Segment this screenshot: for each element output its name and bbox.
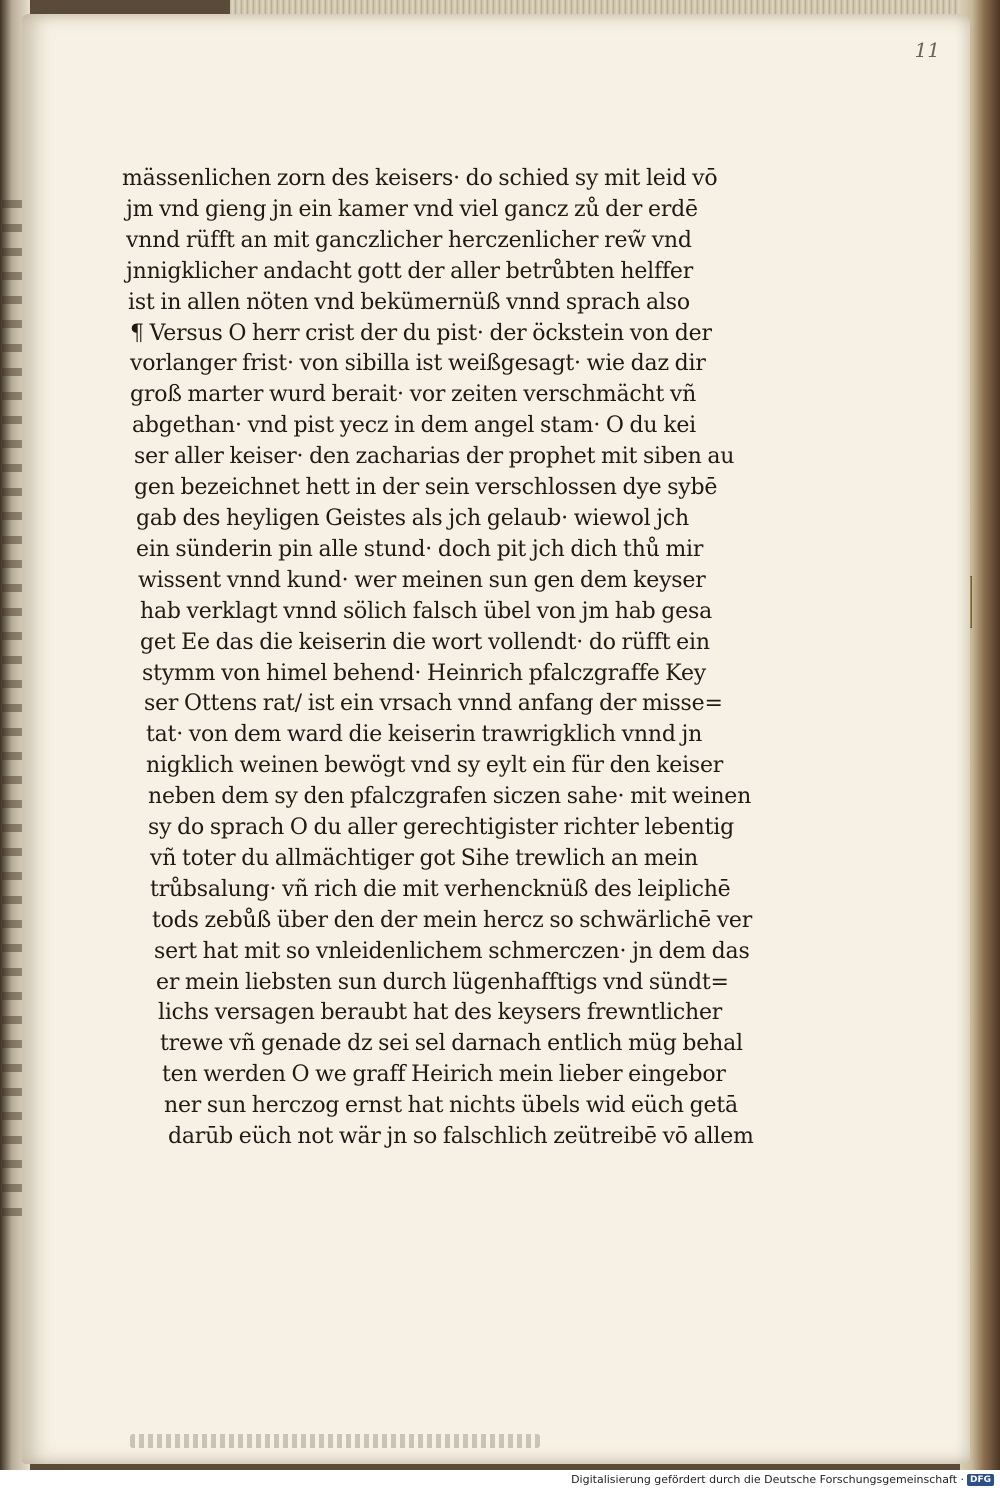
text-line: er mein liebsten sun durch lügenhafftigs vnd sündt=	[156, 969, 729, 995]
funding-credit: Digitalisierung gefördert durch die Deutsche Forschungsgemeinschaft ·	[571, 1473, 964, 1486]
text-line: vorlanger frist· von sibilla ist weißgesagt· wie daz dir	[130, 351, 706, 377]
text-line: mässenlichen zorn des keisers· do schied sy mit leid vō	[122, 166, 718, 191]
text-line: trůbsalung· vñ rich die mit verhencknüß des leiplichē	[150, 876, 731, 902]
text-line: ein sünderin pin alle stund· doch pit jch dich thů mir	[136, 536, 704, 562]
text-line: vñ toter du allmächtiger got Sihe trewlich an mein	[150, 845, 699, 871]
previous-page-text-fragment	[2, 200, 22, 1220]
folio-number: 11	[914, 38, 940, 62]
main-text-block	[122, 164, 802, 1153]
text-line: gen bezeichnet hett in der sein verschlossen dye sybē	[134, 475, 718, 501]
dfg-logo: DFG	[967, 1474, 994, 1486]
text-line: ner sun herczog ernst hat nichts übels wid eüch getā	[164, 1093, 738, 1119]
text-line: ist in allen nöten vnd bekümernüß vnnd sprach also	[128, 289, 690, 315]
text-line: stymm von himel behend· Heinrich pfalczgraffe Key	[142, 660, 706, 686]
text-line: ten werden O we graff Heirich mein lieber eingebor	[162, 1062, 726, 1088]
book-page	[22, 14, 970, 1464]
text-line: ser aller keiser· den zacharias der prophet mit siben au	[134, 444, 735, 470]
text-line: wissent vnnd kund· wer meinen sun gen dem keyser	[138, 567, 706, 593]
text-line: ¶ Versus O herr crist der du pist· der öckstein von der	[130, 320, 712, 346]
footer-bar	[0, 1470, 1000, 1492]
text-line: hab verklagt vnnd sölich falsch übel von jm hab gesa	[140, 598, 713, 624]
text-line: ser Ottens rat/ ist ein vrsach vnnd anfang der misse=	[144, 691, 723, 717]
text-line: jm vnd gieng jn ein kamer vnd viel gancz zů der erdē	[126, 196, 698, 222]
text-line: vnnd rüfft an mit ganczlicher herczenlicher rew̃ vnd	[126, 227, 692, 253]
text-line: trewe vñ genade dz sei sel darnach entlich müg behal	[160, 1031, 743, 1057]
text-line: nigklich weinen bewögt vnd sy eylt ein für den keiser	[146, 753, 724, 779]
text-line: sert hat mit so vnleidenlichem schmerczen· jn dem das	[154, 938, 750, 964]
text-line: neben dem sy den pfalczgrafen siczen sahe· mit weinen	[148, 784, 752, 810]
text-line: tods zebůß über den der mein hercz so schwärlichē ver	[152, 907, 753, 933]
text-line: abgethan· vnd pist yecz in dem angel stam· O du kei	[132, 413, 696, 439]
text-line: lichs versagen beraubt hat des keysers frewntlicher	[158, 1000, 723, 1026]
text-line: gab des heyligen Geistes als jch gelaub· wiewol jch	[136, 505, 690, 531]
text-line: darūb eüch not wär jn so falschlich zeütreibē vō allem	[168, 1124, 754, 1150]
text-line: tat· von dem ward die keiserin trawrigklich vnnd jn	[146, 722, 703, 748]
offset-ink-smudge	[130, 1434, 540, 1448]
text-line: groß marter wurd berait· vor zeiten verschmächt vñ	[130, 382, 697, 408]
text-line: sy do sprach O du aller gerechtigister richter lebentig	[148, 815, 735, 841]
text-line: get Ee das die keiserin die wort vollendt· do rüfft ein	[140, 629, 710, 655]
text-line: jnnigklicher andacht gott der aller betrůbten helffer	[126, 258, 694, 284]
